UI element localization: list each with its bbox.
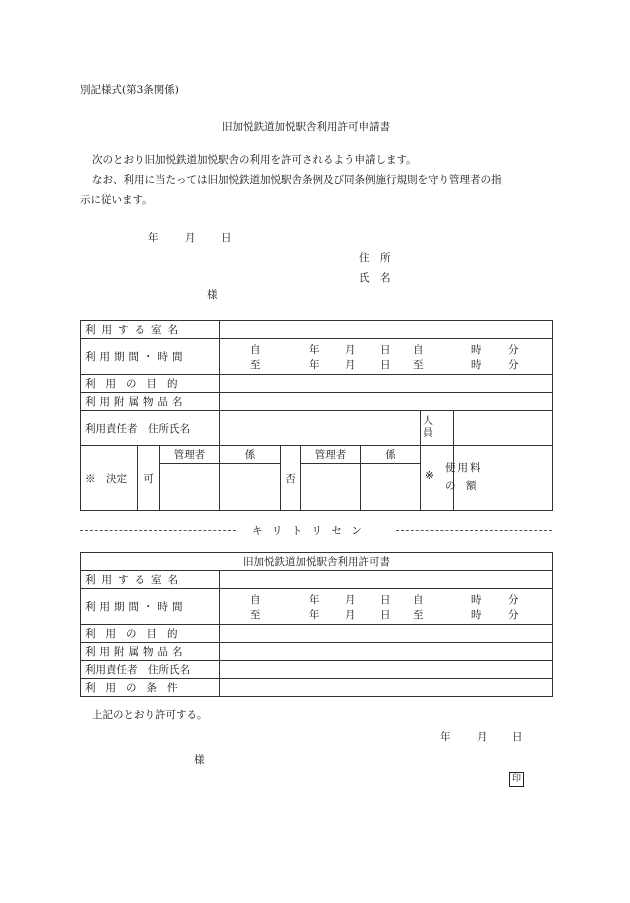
- permit-row-period: [81, 589, 553, 625]
- period-from-month: 月: [345, 344, 356, 356]
- permit-period-from-minute: 分: [508, 594, 519, 606]
- application-table: [80, 320, 553, 511]
- equipment-label: 利用附属物品名: [81, 393, 220, 411]
- row-equipment: [81, 393, 553, 411]
- room-value[interactable]: [220, 321, 553, 339]
- approve-staff-stamp[interactable]: [220, 464, 281, 511]
- permit-period-to-day: 日: [380, 609, 391, 621]
- permit-equipment-value[interactable]: [220, 643, 553, 661]
- approve-label: 可: [138, 446, 160, 511]
- period-to-hour: 時: [471, 359, 482, 371]
- room-label: 利用する室名: [81, 321, 220, 339]
- decision-label: ※ 決定: [81, 446, 138, 511]
- application-date-day: 日: [221, 232, 232, 244]
- approve-manager-stamp[interactable]: [160, 464, 220, 511]
- permit-conditions-value[interactable]: [220, 679, 553, 697]
- period-value[interactable]: [220, 339, 553, 375]
- permit-period-from-time-start: 自: [413, 594, 424, 606]
- application-date-year: 年: [148, 232, 159, 244]
- row-period: [81, 339, 553, 375]
- permit-period-to-month: 月: [345, 609, 356, 621]
- approval-text: 上記のとおり許可する。: [92, 709, 208, 721]
- approve-manager-label: 管理者: [160, 446, 220, 464]
- row-decision-header: [81, 446, 553, 464]
- row-responsible: [81, 411, 553, 446]
- permit-purpose-label: 利用の目的: [81, 625, 220, 643]
- permit-conditions-label: 利用の条件: [81, 679, 220, 697]
- cut-line-left: [80, 530, 236, 531]
- people-value[interactable]: [454, 411, 553, 446]
- cut-line: [80, 525, 552, 537]
- equipment-value[interactable]: [220, 393, 553, 411]
- permit-title-row: [81, 553, 553, 571]
- permit-period-to-minute: 分: [508, 609, 519, 621]
- row-purpose: [81, 375, 553, 393]
- permit-period-value[interactable]: [220, 589, 553, 625]
- permit-date-month: 月: [477, 731, 488, 743]
- address-label: 住 所: [359, 252, 391, 264]
- permit-period-to-time-start: 至: [413, 609, 424, 621]
- deny-manager-label: 管理者: [301, 446, 361, 464]
- permit-room-label: 利用する室名: [81, 571, 220, 589]
- deny-staff-stamp[interactable]: [361, 464, 421, 511]
- cut-line-right: [396, 530, 552, 531]
- permit-title: 旧加悦鉄道加悦駅舎利用許可書: [81, 553, 553, 571]
- permit-period-to-year: 年: [309, 609, 320, 621]
- permit-period-from-month: 月: [345, 594, 356, 606]
- permit-responsible-value[interactable]: [220, 661, 553, 679]
- permit-row-equipment: [81, 643, 553, 661]
- period-to-year: 年: [309, 359, 320, 371]
- permit-date-year: 年: [440, 731, 451, 743]
- permit-date-day: 日: [512, 731, 523, 743]
- permit-responsible-label: 利用責任者 住所氏名: [81, 661, 220, 679]
- fee-label-line1: 使用料: [445, 462, 483, 474]
- people-label: 人員: [421, 411, 454, 446]
- responsible-value[interactable]: [220, 411, 421, 446]
- permit-equipment-label: 利用附属物品名: [81, 643, 220, 661]
- fee-label-line2: の 額: [445, 480, 477, 492]
- name-label: 氏 名: [359, 272, 391, 284]
- permit-row-purpose: [81, 625, 553, 643]
- deny-label: 否: [281, 446, 301, 511]
- period-to-month: 月: [345, 359, 356, 371]
- application-date-month: 月: [185, 232, 196, 244]
- permit-period-to-hour: 時: [471, 609, 482, 621]
- period-from-year: 年: [309, 344, 320, 356]
- period-from-time-start: 自: [413, 344, 424, 356]
- form-number: 別記様式(第3条関係): [80, 84, 179, 96]
- period-to-day: 日: [380, 359, 391, 371]
- permit-row-room: [81, 571, 553, 589]
- purpose-label: 利用の目的: [81, 375, 220, 393]
- period-from-day: 日: [380, 344, 391, 356]
- permit-period-to-start: 至: [250, 609, 261, 621]
- permit-period-from-start: 自: [250, 594, 261, 606]
- permit-period-from-hour: 時: [471, 594, 482, 606]
- permit-period-from-day: 日: [380, 594, 391, 606]
- period-to-minute: 分: [508, 359, 519, 371]
- period-to-time-start: 至: [413, 359, 424, 371]
- form-title: 旧加悦鉄道加悦駅舎利用許可申請書: [222, 121, 390, 133]
- period-from-start: 自: [250, 344, 261, 356]
- purpose-value[interactable]: [220, 375, 553, 393]
- deny-manager-stamp[interactable]: [301, 464, 361, 511]
- row-room: [81, 321, 553, 339]
- period-to-start: 至: [250, 359, 261, 371]
- permit-purpose-value[interactable]: [220, 625, 553, 643]
- permit-period-from-year: 年: [309, 594, 320, 606]
- recipient-suffix: 様: [207, 289, 218, 301]
- fee-mark: ※: [425, 470, 434, 482]
- responsible-label: 利用責任者 住所氏名: [81, 411, 220, 446]
- cut-line-label: キ リ ト リ セ ン: [252, 525, 365, 537]
- period-from-hour: 時: [471, 344, 482, 356]
- fee-label: [421, 446, 483, 511]
- permit-table: [80, 552, 553, 697]
- deny-staff-label: 係: [361, 446, 421, 464]
- period-label: 利用期間・時間: [81, 339, 220, 375]
- intro-line-1: 次のとおり旧加悦鉄道加悦駅舎の利用を許可されるよう申請します。: [92, 154, 417, 166]
- seal-mark: 印: [509, 772, 524, 787]
- intro-line-2: なお、利用に当たっては旧加悦鉄道加悦駅舎条例及び同条例施行規則を守り管理者の指: [92, 174, 502, 186]
- permit-room-value[interactable]: [220, 571, 553, 589]
- approve-staff-label: 係: [220, 446, 281, 464]
- period-from-minute: 分: [508, 344, 519, 356]
- permit-period-label: 利用期間・時間: [81, 589, 220, 625]
- permit-row-conditions: [81, 679, 553, 697]
- permit-row-responsible: [81, 661, 553, 679]
- permit-recipient-suffix: 様: [194, 754, 205, 766]
- intro-line-3: 示に従います。: [80, 194, 153, 206]
